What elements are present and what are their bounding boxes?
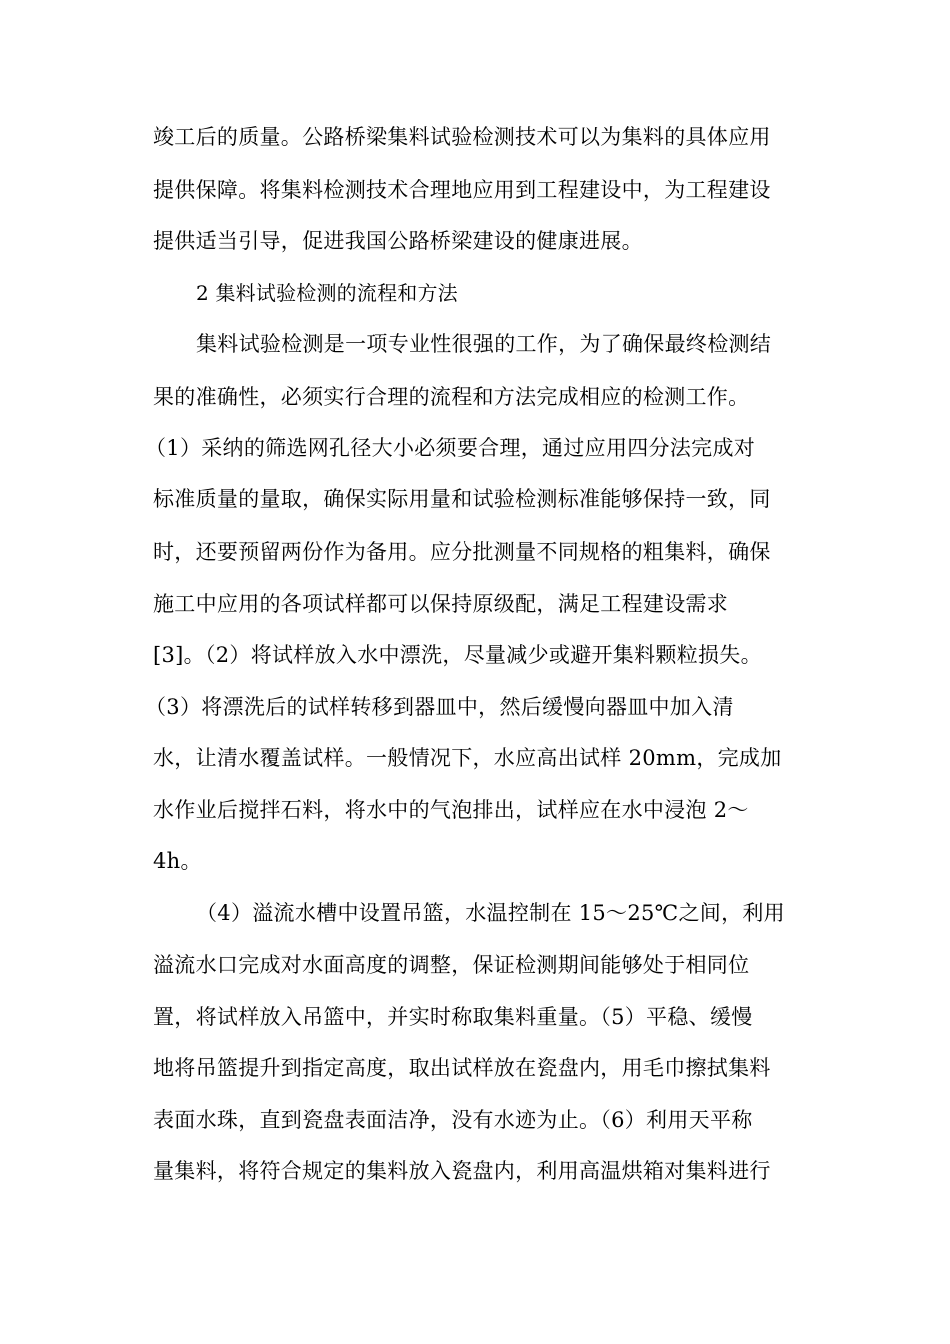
paragraph-line: （3）将漂洗后的试样转移到器皿中，然后缓慢向器皿中加入清 [145,695,734,719]
paragraph-line: 置，将试样放入吊篮中，并实时称取集料重量。（5）平稳、缓慢 [153,1005,753,1029]
paragraph-line: 表面水珠，直到瓷盘表面洁净，没有水迹为止。（6）利用天平称 [153,1108,753,1132]
paragraph-line: 地将吊篮提升到指定高度，取出试样放在瓷盘内，用毛巾擦拭集料 [153,1056,771,1080]
paragraph-line: 集料试验检测是一项专业性很强的工作，为了确保最终检测结 [196,332,772,356]
paragraph-line: [3]。（2）将试样放入水中漂洗，尽量减少或避开集料颗粒损失。 [153,643,762,667]
paragraph-line: 溢流水口完成对水面高度的调整，保证检测期间能够处于相同位 [153,953,750,977]
paragraph-line: 果的准确性，必须实行合理的流程和方法完成相应的检测工作。 [153,385,750,409]
paragraph-line: 提供保障。将集料检测技术合理地应用到工程建设中，为工程建设 [153,178,771,202]
paragraph-line: 4h。 [153,849,202,873]
paragraph-line: 标准质量的量取，确保实际用量和试验检测标准能够保持一致，同 [153,487,771,511]
section-heading: 2 集料试验检测的流程和方法 [196,281,458,305]
paragraph-line: （1）采纳的筛选网孔径大小必须要合理，通过应用四分法完成对 [145,436,756,460]
paragraph-line: （4）溢流水槽中设置吊篮，水温控制在 15～25℃之间，利用 [196,901,785,925]
paragraph-line: 水作业后搅拌石料，将水中的气泡排出，试样应在水中浸泡 2～ [153,798,749,822]
paragraph-line: 时，还要预留两份作为备用。应分批测量不同规格的粗集料，确保 [153,540,771,564]
paragraph-line: 量集料，将符合规定的集料放入瓷盘内，利用高温烘箱对集料进行 [153,1159,771,1183]
paragraph-line: 施工中应用的各项试样都可以保持原级配，满足工程建设需求 [153,592,729,616]
paragraph-line: 竣工后的质量。公路桥梁集料试验检测技术可以为集料的具体应用 [153,125,771,149]
paragraph-line: 提供适当引导，促进我国公路桥梁建设的健康进展。 [153,229,643,253]
paragraph-line: 水，让清水覆盖试样。一般情况下，水应高出试样 20mm，完成加 [153,746,782,770]
